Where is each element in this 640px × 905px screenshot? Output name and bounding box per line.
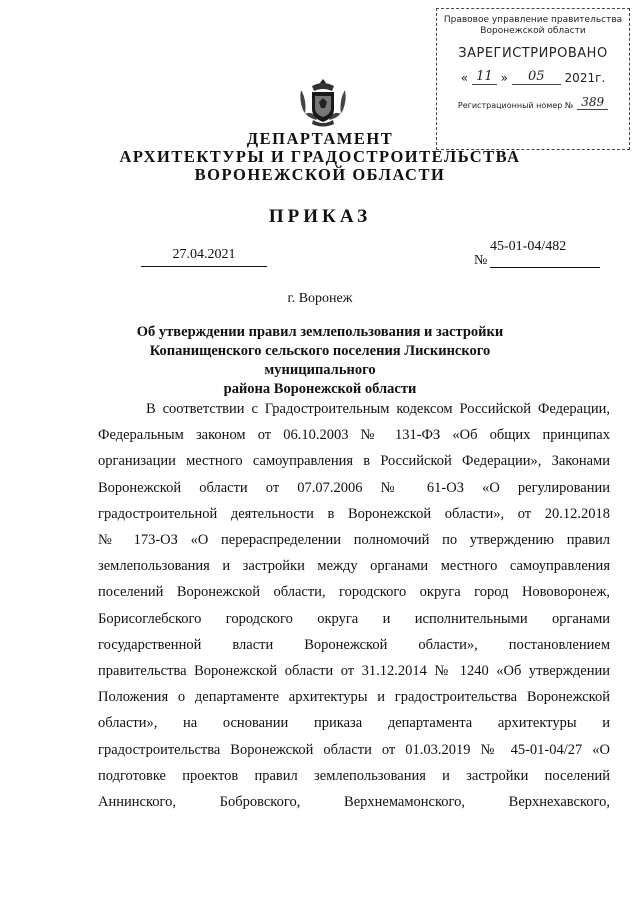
subject-line1: Об утверждении правил землепользования и застройки — [136, 324, 504, 340]
number-sign: № — [474, 253, 488, 268]
stamp-year: 2021г. — [564, 71, 606, 85]
body-line: градостроительной деятельности в Воронежской области», от 20.12.2018 — [98, 505, 610, 522]
stamp-month: 05 — [512, 69, 561, 85]
stamp-quote-open: « — [460, 71, 469, 85]
stamp-org-line2: Воронежской области — [480, 26, 586, 36]
stamp-day: 11 — [472, 69, 497, 85]
body-line: № 173-ОЗ «О перераспределении полномочий по утверждению правил — [98, 532, 610, 549]
body-line: государственной власти Воронежской области», постановлением — [98, 636, 610, 653]
order-title: ПРИКАЗ — [268, 206, 372, 227]
body-line: Аннинского, Бобровского, Верхнемамонского, Верхнехавского, — [98, 794, 610, 811]
subject-line2: Копанищенского сельского поселения Лискинского муниципального — [149, 343, 491, 378]
body-line: Воронежской области от 07.07.2006 № 61-ОЗ «О регулировании — [98, 479, 610, 496]
city: г. Воронеж — [287, 291, 353, 306]
body-line: Борисоглебского городского округа и исполнительными органами — [98, 610, 610, 627]
stamp-date — [437, 69, 629, 85]
department-line3: ВОРОНЕЖСКОЙ ОБЛАСТИ — [194, 165, 446, 184]
stamp-reg-number: 389 — [577, 95, 608, 110]
body-paragraph — [98, 396, 610, 815]
order-number: 45-01-04/482 — [490, 239, 600, 268]
subject-line3: района Воронежской области — [223, 381, 417, 397]
body-line: Положения о департаменте архитектуры и градостроительства Воронежской — [98, 689, 610, 706]
body-line: правительства Воронежской области от 31.12.2014 № 1240 «Об утверждении — [98, 663, 610, 680]
stamp-quote-close: » — [500, 71, 508, 85]
stamp-reg-label: Регистрационный номер № — [457, 101, 574, 110]
body-line: поселений Воронежской области, городского округа город Нововоронеж, — [98, 584, 610, 601]
body-line: В соответствии с Градостроительным кодексом Российской Федерации, — [146, 401, 610, 417]
body-line: подготовке проектов правил землепользования и застройки поселений — [98, 767, 610, 784]
department-line1: ДЕПАРТАМЕНТ — [246, 129, 394, 148]
stamp-registered: ЗАРЕГИСТРИРОВАНО — [458, 46, 608, 61]
body-line: области», на основании приказа департамента архитектуры и — [98, 715, 610, 732]
body-line: Федеральным законом от 06.10.2003 № 131-ФЗ «Об общих принципах — [98, 427, 610, 444]
order-subject — [95, 323, 545, 399]
body-line: землепользования и застройки между органами местного самоуправления — [98, 558, 610, 575]
stamp-org-line1: Правовое управление правительства — [443, 15, 623, 25]
stamp-reg-number-line — [437, 95, 629, 110]
department-line2: АРХИТЕКТУРЫ И ГРАДОСТРОИТЕЛЬСТВА — [119, 147, 521, 166]
coat-of-arms-icon — [298, 76, 348, 128]
order-date: 27.04.2021 — [141, 247, 267, 267]
body-line: организации местного самоуправления в Российской Федерации», Законами — [98, 453, 610, 470]
body-line: градостроительства Воронежской области от 01.03.2019 № 45-01-04/27 «О — [98, 741, 610, 758]
